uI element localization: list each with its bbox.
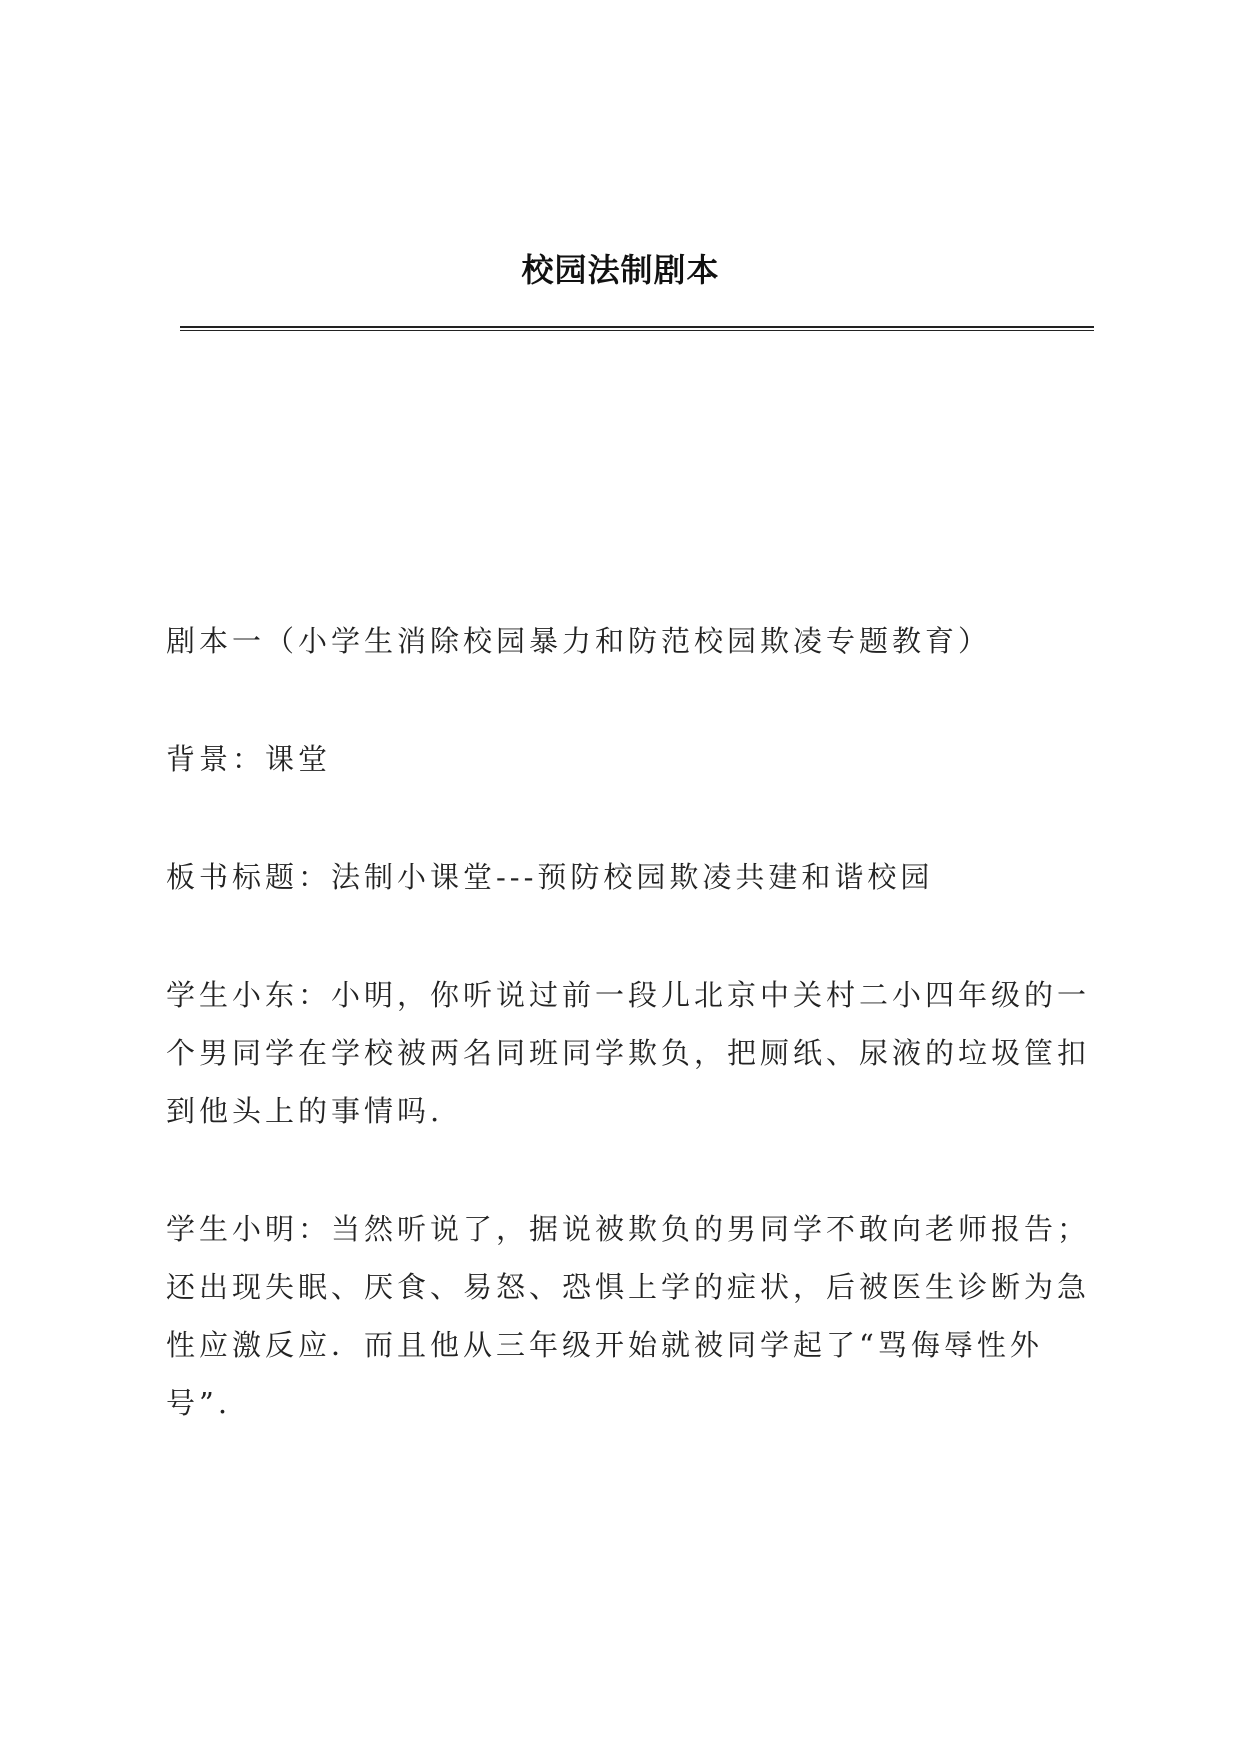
document-title: 校园法制剧本 <box>521 251 720 289</box>
dialogue-xiaodong: 学生小东：小明，你听说过前一段儿北京中关村二小四年级的一个男同学在学校被两名同班同学欺负，把厕纸、尿液的垃圾筐扣到他头上的事情吗. <box>166 978 1091 1128</box>
dialogue-xiaoming: 学生小明：当然听说了，据说被欺负的男同学不敢向老师报告；还出现失眠、厌食、易怒、恐惧上学的症状，后被医生诊断为急性应激反应．而且他从三年级开始就被同学起了“骂侮辱性外号”. <box>166 1212 1091 1420</box>
scene-background: 背景：课堂 <box>166 742 332 776</box>
document-body <box>166 612 1096 1492</box>
script-heading: 剧本一（小学生消除校园暴力和防范校园欺凌专题教育） <box>166 624 992 658</box>
title-divider <box>180 326 1094 331</box>
blackboard-title: 板书标题：法制小课堂---预防校园欺凌共建和谐校园 <box>166 860 934 894</box>
